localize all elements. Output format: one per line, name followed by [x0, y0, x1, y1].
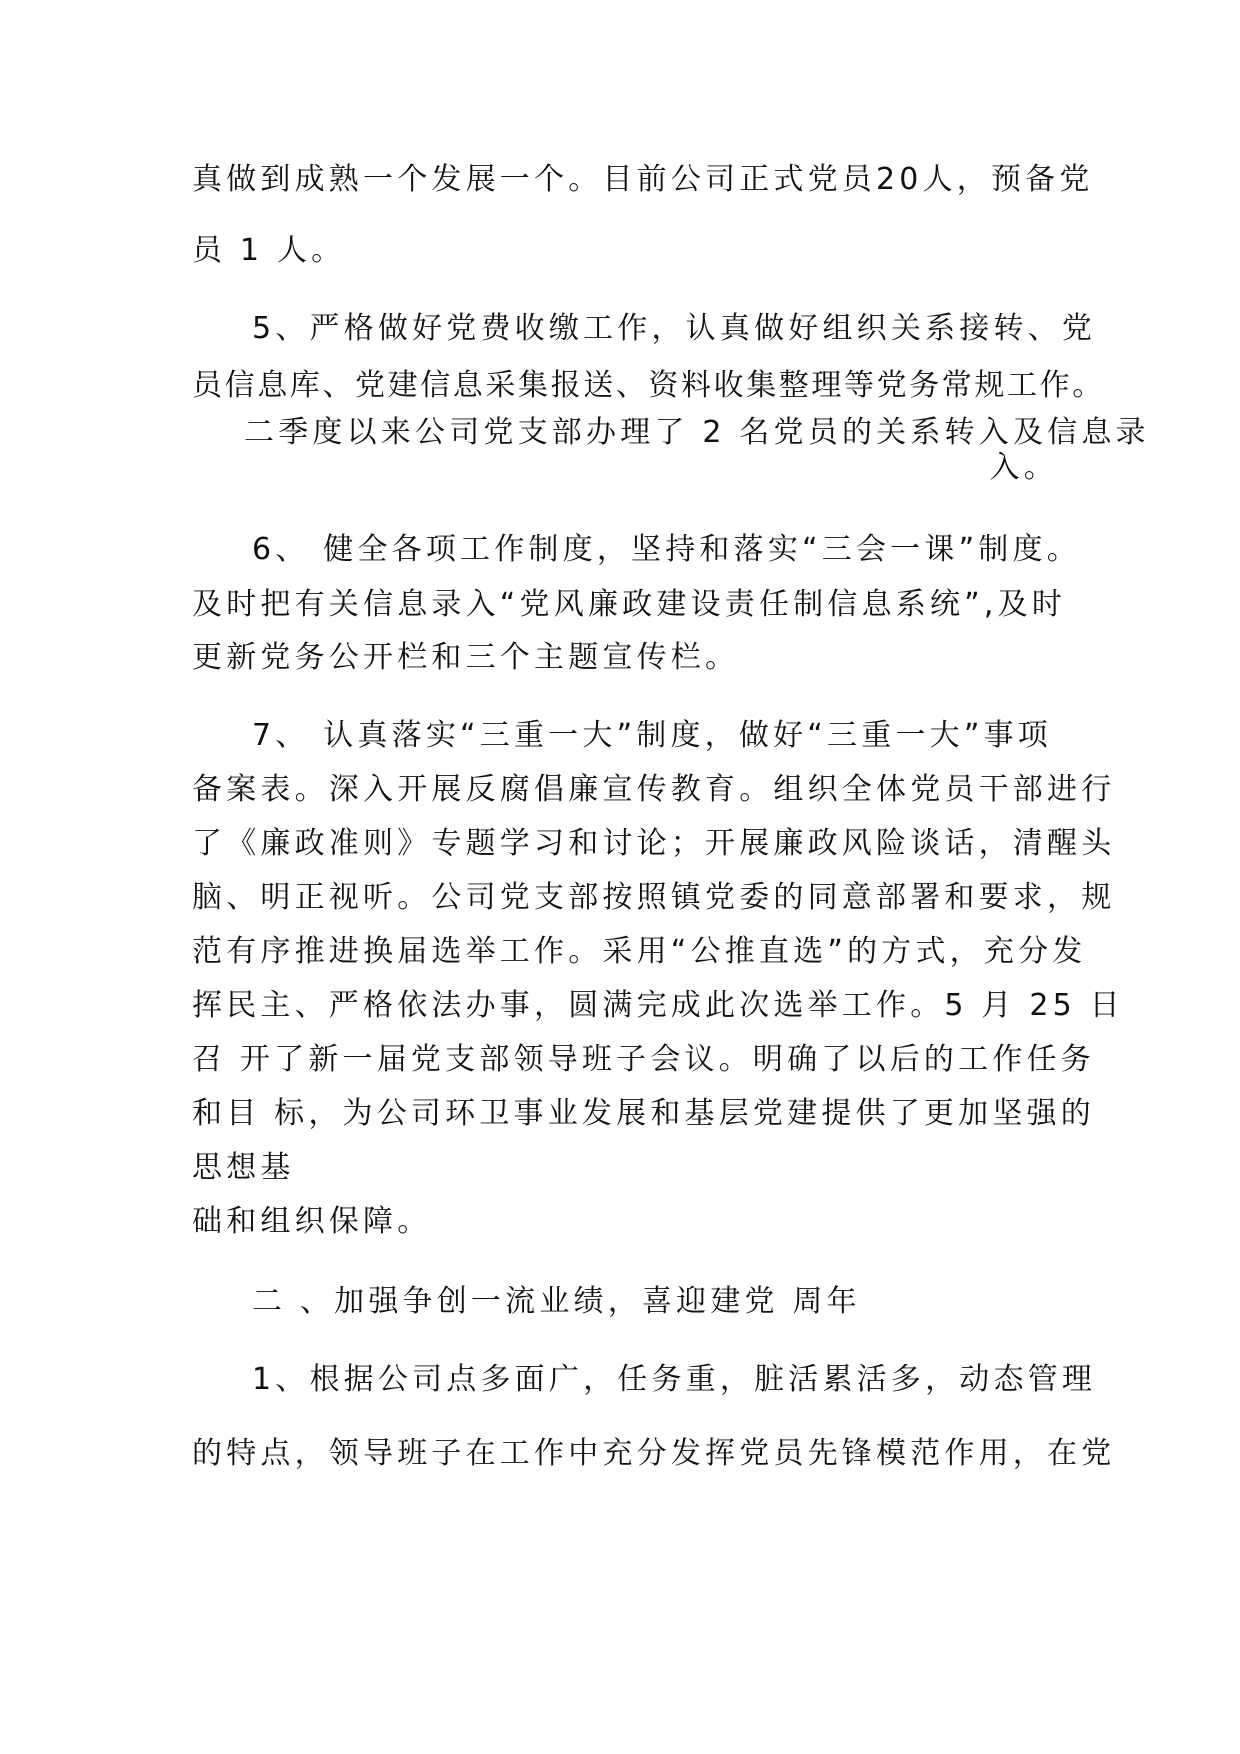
text-line: 员信息库、党建信息采集报送、资料收集整理等党务常规工作。: [192, 368, 1105, 403]
text-line: 5、严格做好党费收缴工作，认真做好组织关系接转、党: [252, 311, 1097, 346]
text-line: 的特点，领导班子在工作中充分发挥党员先锋模范作用，在党: [192, 1436, 1116, 1471]
text-line: 真做到成熟一个发展一个。目前公司正式党员20人，预备党: [192, 162, 1094, 197]
text-line: 思想基: [192, 1150, 295, 1185]
text-line: 脑、明正视听。公司党支部按照镇党委的同意部署和要求，规: [192, 880, 1116, 915]
text-line: 础和组织保障。: [192, 1204, 432, 1239]
text-line: 入。: [989, 450, 1058, 485]
section-heading: 二 、加强争创一流业绩，喜迎建党 周年: [252, 1284, 861, 1319]
text-line: 备案表。深入开展反腐倡廉宣传教育。组织全体党员干部进行: [192, 772, 1116, 807]
text-line: 和目 标，为公司环卫事业发展和基层党建提供了更加坚强的: [192, 1096, 1095, 1131]
text-line: 范有序推进换届选举工作。采用“公推直选”的方式，充分发: [192, 934, 1087, 969]
text-line: 召 开了新一届党支部领导班子会议。明确了以后的工作任务: [192, 1042, 1095, 1077]
text-line: 挥民主、严格依法办事，圆满完成此次选举工作。5 月 25 日: [192, 988, 1124, 1023]
text-line: 6、 健全各项工作制度，坚持和落实“三会一课”制度。: [252, 532, 1081, 567]
text-line: 1、根据公司点多面广，任务重，脏活累活多，动态管理: [252, 1362, 1097, 1397]
text-line: 二季度以来公司党支部办理了 2 名党员的关系转入及信息录: [244, 415, 1150, 450]
text-line: 员 1 人。: [192, 233, 346, 268]
text-line: 及时把有关信息录入“党风廉政建设责任制信息系统”,及时: [192, 587, 1067, 622]
text-line: 7、 认真落实“三重一大”制度，做好“三重一大”事项: [252, 718, 1052, 753]
text-line: 了《廉政准则》专题学习和讨论；开展廉政风险谈话，清醒头: [192, 826, 1116, 861]
text-line: 更新党务公开栏和三个主题宣传栏。: [192, 640, 740, 675]
